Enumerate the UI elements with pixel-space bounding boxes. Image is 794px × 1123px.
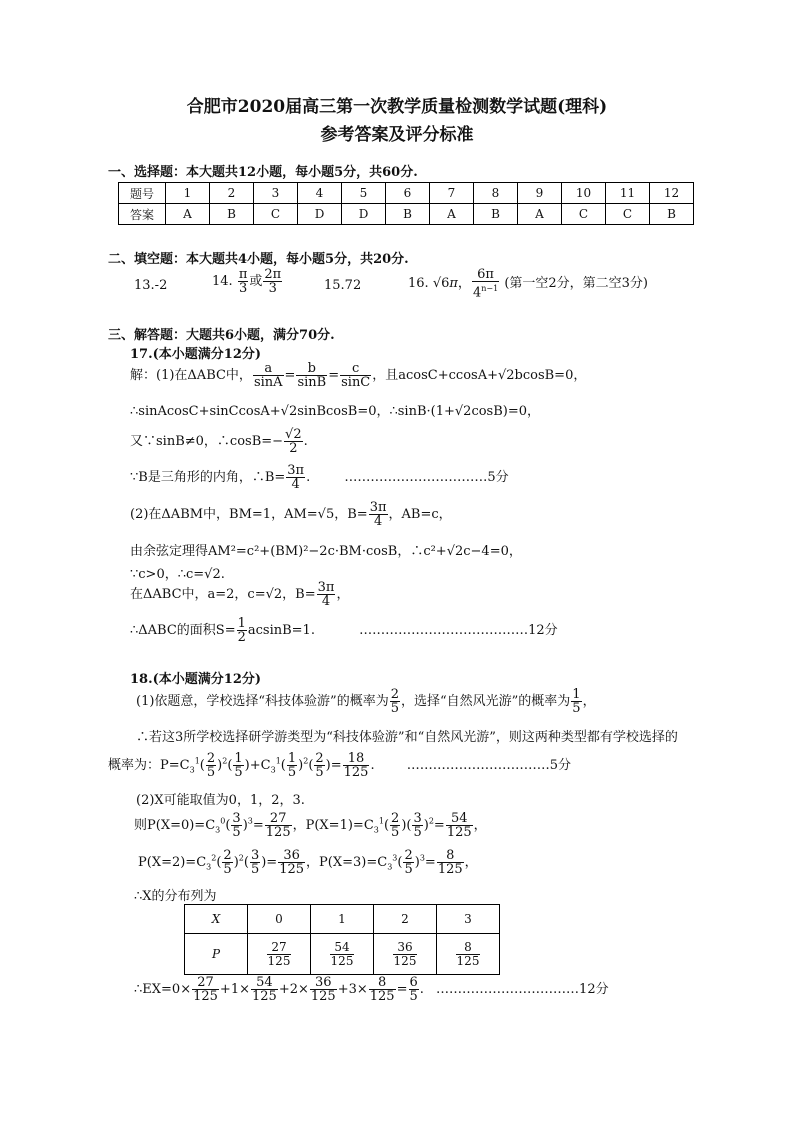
fraction: $\frac{2}{5}$ — [223, 848, 232, 877]
q17-score-5: ……………………………5分 — [344, 470, 509, 485]
section3-heading: 三、解答题：大题共6小题，满分70分. — [108, 328, 335, 343]
fraction: $\frac{54}{125}$ — [251, 975, 277, 1004]
q18-line4: (2)X可能取值为0，1，2，3. — [136, 793, 305, 808]
cell: B — [386, 204, 430, 225]
q17-line3: 又∵sinB≠0，∴cosB=− $\frac{√2}{2}$ . — [130, 427, 308, 456]
q17-line8-a: 在ΔABC中，a=2，c=√2，B= — [130, 587, 316, 602]
document-title: 合肥市2020届高三第一次教学质量检测数学试题(理科) — [186, 97, 608, 117]
fraction: $\frac{1}{5}$ — [234, 751, 243, 780]
x-value: 0 — [248, 905, 311, 934]
fraction: $\frac{3\pi}{4}$ — [287, 463, 305, 492]
q18-line2: ∴若这3所学校选择研学游类型为“科技体验游”和“自然风光游”，则这两种类型都有学校选择的 — [136, 730, 678, 745]
cell: A — [166, 204, 210, 225]
cell: A — [518, 204, 562, 225]
q17-line5-a: (2)在ΔABM中，BM=1，AM=√5，B= — [130, 507, 368, 522]
fraction: $\frac{3\pi}{4}$ — [369, 500, 387, 529]
p-value — [374, 934, 437, 975]
q17-line9-a: ∴ΔABC的面积S= — [130, 623, 236, 638]
answer-table-answer-row — [119, 204, 694, 225]
cell: 5 — [342, 183, 386, 204]
fraction: $\frac{1}{2}$ — [237, 616, 246, 645]
fraction: $\frac{6\pi}{4^{n-1}}$ — [472, 267, 499, 301]
fraction: $\frac{2}{5}$ — [206, 751, 216, 780]
q18-line5-b: ，P(X=1)= — [292, 818, 364, 833]
x-value: 3 — [437, 905, 500, 934]
cell: B — [210, 204, 254, 225]
cell: 8 — [474, 183, 518, 204]
fraction: $\frac{36}{125}$ — [310, 975, 336, 1004]
fraction: $\frac{6}{5}$ — [409, 975, 418, 1004]
q18-line6-b: ，P(X=3)= — [306, 855, 378, 870]
q17-line9 — [130, 617, 558, 644]
q17-line2: ∴sinAcosC+sinCcosA+√2sinBcosB=0，∴sinB·(1+√2cosB)=0， — [130, 404, 541, 419]
q17-line1: 解：(1)在ΔABC中， $\frac{a}{\sin A}$ = $\frac{b}{\sin B}$ = $\frac{c}{\sin C}$ ，且acosC+ccosA+√2bcosB=0， — [130, 361, 587, 390]
cell: 1 — [166, 183, 210, 204]
cell: 12 — [650, 183, 694, 204]
fraction: $\frac{8}{125}$ — [437, 848, 463, 877]
x-value: 1 — [311, 905, 374, 934]
fraction: $\frac{27}{125}$ — [267, 939, 291, 968]
q18-score-5: ……………………………5分 — [406, 758, 572, 773]
answer-14 — [212, 268, 283, 295]
answer-14-or: 或 — [249, 274, 263, 289]
row-label-number: 题号 — [119, 183, 166, 204]
cell: C — [254, 204, 298, 225]
q18-line1-a: (1)依题意，学校选择“科技体验游”的概率为 — [136, 694, 389, 709]
q18-line8-a: ∴EX= — [134, 982, 172, 997]
cell: B — [474, 204, 518, 225]
q18-line1-b: ，选择“自然风光游”的概率为 — [401, 694, 571, 709]
cell: C — [562, 204, 606, 225]
answer-14-prefix: 14. — [212, 274, 233, 289]
distribution-x-row — [185, 905, 500, 934]
x-label: X — [185, 905, 248, 934]
fraction: $\frac{54}{125}$ — [330, 939, 354, 968]
q18-line8: ∴EX=0× $\frac{27}{125}$ +1× $\frac{54}{125}$ +2× $\frac{36}{125}$ +3× $\frac{8}{125}$ = $\frac{6}{5}$ . ……………………………12分 — [134, 975, 609, 1004]
q17-line5 — [130, 501, 452, 528]
cell: 6 — [386, 183, 430, 204]
p-value — [311, 934, 374, 975]
p-label: P — [185, 934, 248, 975]
q17-line6: 由余弦定理得AM²=c²+(BM)²−2c·BM·cosB，∴c²+√2c−4=0， — [130, 544, 522, 559]
fraction: $\frac{1}{5}$ — [572, 687, 581, 716]
fraction: $\frac{2}{5}$ — [315, 751, 324, 780]
q18-line3-a: 概率为：P= — [108, 758, 180, 773]
q17-line7: ∵c>0，∴c=√2. — [130, 567, 225, 582]
answer-table-number-row — [119, 183, 694, 204]
q17-heading: 17.(本小题满分12分) — [130, 347, 262, 362]
fraction: $\frac{36}{125}$ — [393, 939, 417, 968]
answer-15: 15.72 — [324, 278, 362, 293]
cell: A — [430, 204, 474, 225]
fraction: $\frac{\pi}{3}$ — [238, 267, 248, 296]
cell: 10 — [562, 183, 606, 204]
distribution-p-row — [185, 934, 500, 975]
fraction: $\frac{3\pi}{4}$ — [317, 580, 335, 609]
q18-heading: 18.(本小题满分12分) — [130, 672, 262, 687]
answer-16: 16. √6π， $\frac{6\pi}{4^{n-1}}$ (第一空2分，第二空3分) — [408, 267, 648, 301]
p-value — [248, 934, 311, 975]
q18-line6-a: P(X=2)= — [138, 855, 197, 870]
fraction: $\frac{8}{125}$ — [456, 939, 480, 968]
cell: 2 — [210, 183, 254, 204]
cell: C — [606, 204, 650, 225]
cell: 3 — [254, 183, 298, 204]
fraction: $\frac{27}{125}$ — [193, 975, 218, 1004]
cell: D — [298, 204, 342, 225]
q17-line1-b: ，且acosC+ccosA+√2bcosB=0， — [372, 368, 587, 383]
document-subtitle: 参考答案及评分标准 — [320, 125, 474, 145]
fraction: $\frac{c}{\sin C}$ — [341, 361, 371, 390]
fraction: $\frac{3}{5}$ — [413, 811, 422, 840]
fraction: $\frac{8}{125}$ — [369, 975, 395, 1004]
x-value: 2 — [374, 905, 437, 934]
section1-heading: 一、选择题：本大题共12小题，每小题5分，共60分. — [108, 165, 418, 180]
q17-line5-b: ，AB=c， — [388, 507, 452, 522]
fraction: $\frac{b}{\sin B}$ — [297, 361, 327, 390]
fraction: $\frac{36}{125}$ — [279, 848, 305, 877]
fraction: $\frac{3}{5}$ — [232, 811, 241, 840]
row-label-answer: 答案 — [119, 204, 166, 225]
q18-line1: (1)依题意，学校选择“科技体验游”的概率为 $\frac{2}{5}$ ，选择“自然风光游”的概率为 $\frac{1}{5}$ ， — [136, 687, 596, 716]
fraction: $\frac{√2}{2}$ — [285, 427, 302, 456]
q17-line8: 在ΔABC中，a=2，c=√2，B= $\frac{3\pi}{4}$ ， — [130, 580, 350, 609]
q18-line3: 概率为：$P=C_3^1$( $\frac{2}{5}$ )$^2$( $\frac{1}{5}$ )$+C_3^1$( $\frac{1}{5}$ )$^2$( $\frac{2}{5}$ )= $\frac{18}{125}$ . ……………………………5分 — [108, 751, 572, 780]
q18-line6: $P(X=2)=C_3^2$( $\frac{2}{5}$ )$^2$( $\frac{3}{5}$ )= $\frac{36}{125}$ ，$P(X=3)=C_3^3$( $\frac{2}{5}$ )$^3$= $\frac{8}{125}$ ， — [138, 848, 478, 877]
q18-line5: 则$P(X=0)=C_3^0$( $\frac{3}{5}$ )$^3$= $\frac{27}{125}$ ，$P(X=1)=C_3^1$( $\frac{2}{5}$ )( $\frac{3}{5}$ )$^2$= $\frac{54}{125}$ ， — [134, 811, 487, 840]
q18-score-12: ……………………………12分 — [436, 982, 609, 997]
section2-heading: 二、填空题：本大题共4小题，每小题5分，共20分. — [108, 252, 409, 267]
fraction: $\frac{a}{\sin A}$ — [253, 361, 283, 390]
answer-table — [118, 182, 694, 225]
answer-13: 13.-2 — [134, 278, 168, 293]
p-value — [437, 934, 500, 975]
cell: 9 — [518, 183, 562, 204]
q17-line4: ∵B是三角形的内角，∴B= $\frac{3\pi}{4}$ . ……………………………5分 — [130, 463, 509, 492]
fraction: $\frac{2}{5}$ — [390, 687, 399, 716]
fraction: $\frac{2}{5}$ — [404, 848, 413, 877]
q18-line5-a: 则P(X=0)= — [134, 818, 206, 833]
fraction: $\frac{18}{125}$ — [343, 751, 369, 780]
fraction: $\frac{2\pi}{3}$ — [264, 267, 282, 296]
answer-16-prefix: 16. — [408, 276, 429, 292]
cell: 11 — [606, 183, 650, 204]
fraction: $\frac{3}{5}$ — [250, 848, 260, 877]
fraction: $\frac{54}{125}$ — [446, 811, 472, 840]
distribution-table — [184, 904, 500, 975]
fraction: $\frac{2}{5}$ — [391, 811, 400, 840]
q17-line1-a: 解：(1)在ΔABC中， — [130, 368, 252, 383]
fraction: $\frac{27}{125}$ — [265, 811, 291, 840]
cell: B — [650, 204, 694, 225]
cell: D — [342, 204, 386, 225]
cell: 4 — [298, 183, 342, 204]
q17-score-12: …………………………………12分 — [359, 623, 558, 638]
q18-line7: ∴X的分布列为 — [134, 889, 217, 904]
q17-line9-b: acsinB=1. — [247, 623, 315, 638]
q17-line3-a: 又∵sinB≠0，∴cosB=− — [130, 434, 284, 449]
fraction: $\frac{1}{5}$ — [287, 751, 297, 780]
q17-line4-a: ∵B是三角形的内角，∴B= — [130, 470, 286, 485]
answer-16-note: (第一空2分，第二空3分) — [504, 276, 648, 292]
cell: 7 — [430, 183, 474, 204]
